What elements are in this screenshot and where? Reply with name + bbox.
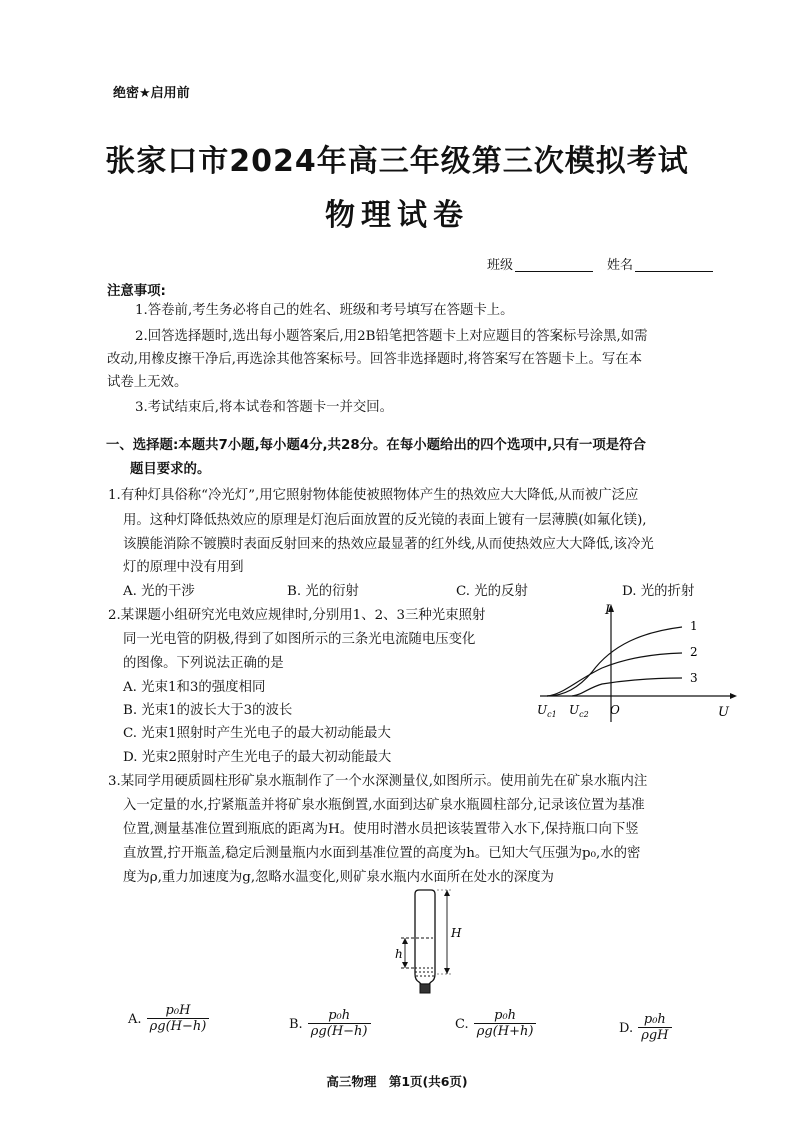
q1-stem: 灯的原理中没有用到 [123, 560, 244, 575]
confidential-mark: 绝密★启用前 [113, 86, 190, 101]
u-axis-label: U [718, 705, 729, 720]
q3-option-b[interactable] [289, 1008, 371, 1039]
photoelectric-iv-graph [532, 600, 740, 725]
option-label: D. [619, 1021, 634, 1036]
q3-stem: 入一定量的水,拧紧瓶盖并将矿泉水瓶倒置,水面到达矿泉水瓶圆柱部分,记录该位置为基准 [123, 798, 645, 813]
q3-option-d[interactable] [619, 1012, 672, 1043]
curve-3-label: 3 [690, 671, 698, 685]
curve-3 [572, 678, 682, 696]
q3-option-c[interactable] [455, 1008, 536, 1039]
uc2-label: $U_{c2}$ [569, 703, 589, 719]
class-label: 班级 [487, 258, 514, 273]
bottle-depth-gauge-figure [393, 888, 473, 1000]
bottle-outline [415, 890, 435, 984]
option-label: A. [128, 1012, 142, 1027]
option-fraction: $\frac{\text{p₀H}}{\rho g(H-h)}$ [147, 1003, 210, 1034]
q1-option-b[interactable]: B. 光的衍射 [287, 584, 359, 599]
q3-stem: 度为ρ,重力加速度为g,忽略水温变化,则矿泉水瓶内水面所在处水的深度为 [123, 870, 554, 885]
q1-option-a[interactable]: A. 光的干涉 [123, 584, 195, 599]
class-name-line [487, 254, 727, 273]
height-H-label: H [451, 926, 462, 940]
q3-stem: 直放置,拧开瓶盖,稳定后测量瓶内水面到基准位置的高度为h。已知大气压强为p₀,水的密 [123, 846, 641, 861]
uc1-label: $U_{c1}$ [537, 703, 557, 719]
q1-option-c[interactable]: C. 光的反射 [456, 584, 528, 599]
q2-option-a[interactable]: A. 光束1和3的强度相同 [123, 680, 266, 695]
name-label: 姓名 [607, 258, 634, 273]
curve-2 [547, 653, 682, 696]
bottle-cap [420, 984, 430, 993]
q3-stem: 3.某同学用硬质圆柱形矿泉水瓶制作了一个水深测量仪,如图所示。使用前先在矿泉水瓶内注 [108, 774, 648, 789]
origin-label: O [610, 703, 620, 717]
exam-title: 张家口市2024年高三年级第三次模拟考试 [105, 144, 689, 179]
q1-stem: 该膜能消除不镀膜时表面反射回来的热效应最显著的红外线,从而使热效应大大降低,该冷光 [123, 537, 654, 552]
option-fraction: $\frac{\text{p₀h}}{\rho g(H-h)}$ [308, 1008, 371, 1039]
notice-line: 试卷上无效。 [107, 375, 188, 390]
q1-option-d[interactable]: D. 光的折射 [622, 584, 695, 599]
q2-stem: 同一光电管的阴极,得到了如图所示的三条光电流随电压变化 [123, 632, 476, 647]
class-blank[interactable] [515, 257, 593, 272]
option-fraction: $\frac{\text{p₀h}}{\rho g(H+h)}$ [474, 1008, 537, 1039]
notice-line: 2.回答选择题时,选出每小题答案后,用2B铅笔把答题卡上对应题目的答案标号涂黑,如需 [135, 329, 648, 344]
name-blank[interactable] [635, 257, 713, 272]
option-label: C. [455, 1017, 469, 1032]
q2-option-c[interactable]: C. 光束1照射时产生光电子的最大初动能最大 [123, 726, 391, 741]
notice-line: 3.考试结束后,将本试卷和答题卡一并交回。 [135, 400, 394, 415]
i-axis-label: I [605, 603, 611, 618]
q2-stem: 2.某课题小组研究光电效应规律时,分别用1、2、3三种光束照射 [108, 608, 486, 623]
notice-line: 改动,用橡皮擦干净后,再选涂其他答案标号。回答非选择题时,将答案写在答题卡上。写在本 [107, 352, 643, 367]
page-footer: 高三物理 第1页(共6页) [326, 1074, 468, 1089]
option-label: B. [289, 1017, 303, 1032]
q2-option-b[interactable]: B. 光束1的波长大于3的波长 [123, 703, 293, 718]
height-h-label: h [395, 947, 403, 961]
notice-heading: 注意事项: [107, 284, 166, 299]
curve-2-label: 2 [690, 645, 698, 659]
section-heading: 一、选择题:本题共7小题,每小题4分,共28分。在每小题给出的四个选项中,只有一项是符合 [106, 438, 646, 453]
curve-1 [547, 627, 682, 696]
q3-stem: 位置,测量基准位置到瓶底的距离为H。使用时潜水员把该装置带入水下,保持瓶口向下竖 [123, 822, 639, 837]
option-fraction: $\frac{\text{p₀h}}{\text{ρgH}}$ [638, 1012, 671, 1043]
exam-subtitle: 物理试卷 [325, 198, 469, 233]
notice-line: 1.答卷前,考生务必将自己的姓名、班级和考号填写在答题卡上。 [135, 303, 514, 318]
q2-option-d[interactable]: D. 光束2照射时产生光电子的最大初动能最大 [123, 750, 392, 765]
q1-stem: 1.有种灯具俗称“冷光灯”,用它照射物体能使被照物体产生的热效应大大降低,从而被广泛应 [108, 488, 639, 503]
curve-1-label: 1 [690, 619, 698, 633]
section-heading-cont: 题目要求的。 [130, 462, 211, 477]
q3-option-a[interactable] [128, 1003, 209, 1034]
q2-stem: 的图像。下列说法正确的是 [123, 656, 284, 671]
q1-stem: 用。这种灯降低热效应的原理是灯泡后面放置的反光镜的表面上镀有一层薄膜(如氟化镁), [123, 513, 647, 528]
